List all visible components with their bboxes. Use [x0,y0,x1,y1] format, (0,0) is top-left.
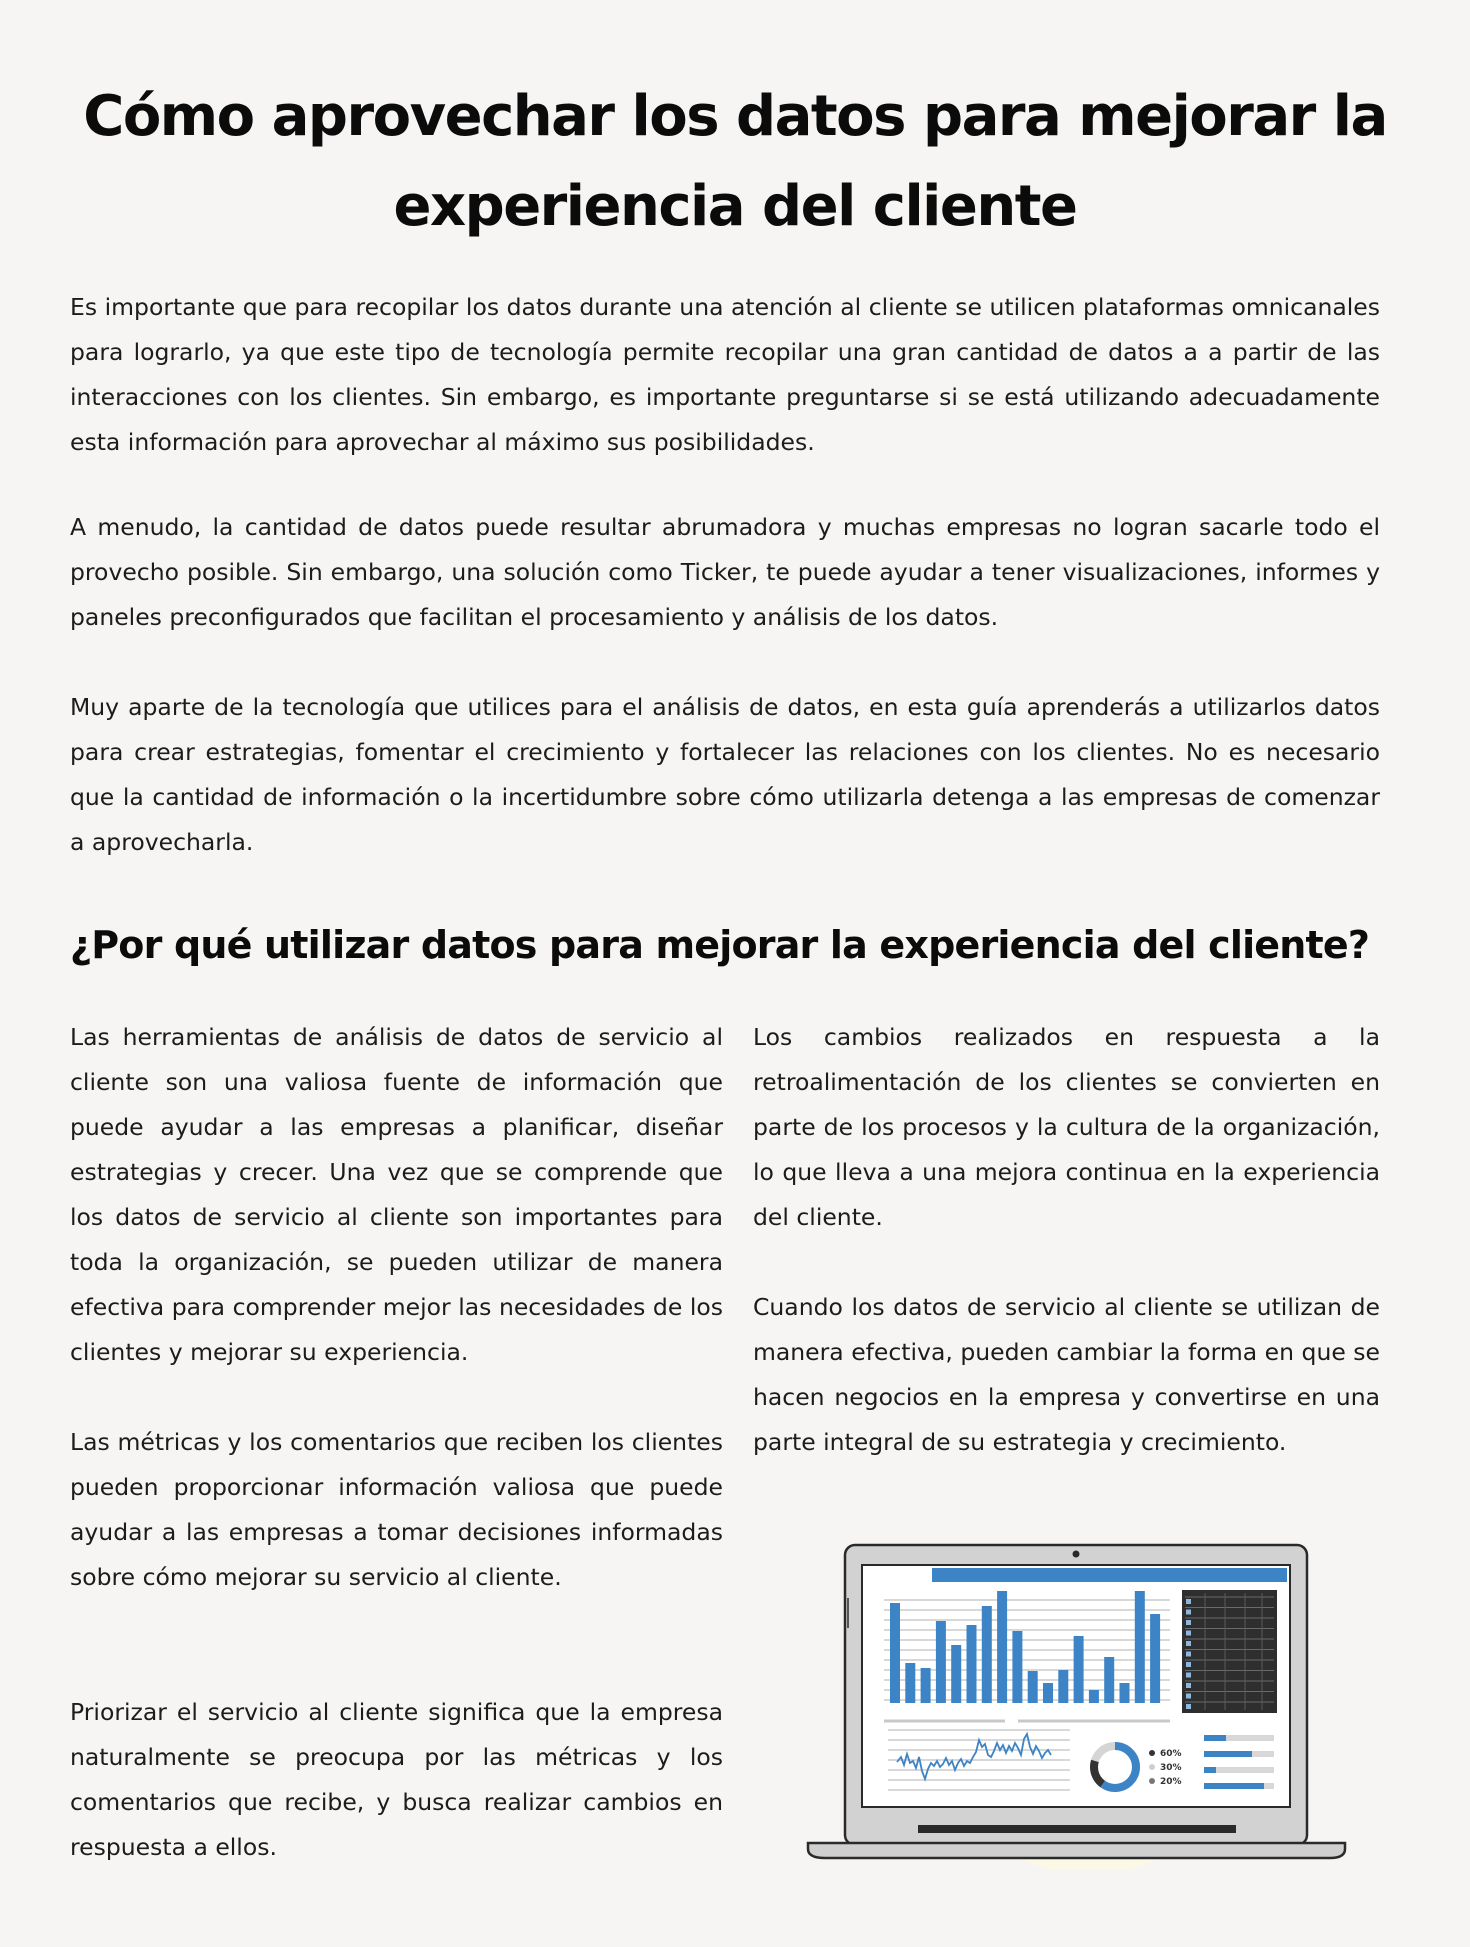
illustration-bar [982,1606,992,1703]
illustration-bar [1043,1683,1053,1703]
illustration-bar [1012,1631,1022,1703]
legend-label: 20% [1160,1777,1182,1787]
left-paragraph-2: Las métricas y los comentarios que reciben los clientes pueden proporcionar información valiosa que puede ayudar a las empresas a tomar decisiones informadas sobre cómo mejorar su servicio al cliente. [70,1428,723,1591]
table-row-marker [1186,1631,1191,1636]
intro-paragraph-2: A menudo, la cantidad de datos puede resultar abrumadora y muchas empresas no logran sacarle todo el provecho posible. Sin embargo, una solución como Ticker, te puede ayudar a tener visualizaciones, informes y paneles preconfigurados que facilitan el procesamiento y análisis de los datos. [70,513,1380,631]
left-paragraph-1: Las herramientas de análisis de datos de servicio al cliente son una valiosa fuente de información que puede ayudar a las empresas a planificar, diseñar estrategias y crecer. Una vez que se comprende que los datos de servicio al cliente son importantes para toda la organización, se pueden utilizar de manera efectiva para comprender mejor las necesidades de los clientes y mejorar su experiencia. [70,1023,723,1366]
right-paragraph-2: Cuando los datos de servicio al cliente se utilizan de manera efectiva, pueden cambiar la forma en que se hacen negocios en la empresa y convertirse en una parte integral de su estrategia y crecimiento. [753,1293,1380,1456]
page-title: Cómo aprovechar los datos para mejorar la experiencia del cliente [83,84,1387,239]
left-paragraph-3: Priorizar el servicio al cliente significa que la empresa naturalmente se preocupa por las métricas y los comentarios que recibe, y busca realizar cambios en respuesta a ellos. [70,1698,723,1861]
table-row-marker [1186,1683,1191,1688]
table-row-marker [1186,1641,1191,1646]
table-row-marker [1186,1620,1191,1625]
laptop-base [808,1843,1345,1858]
illustration-bar [1028,1671,1038,1703]
table-row-marker [1186,1662,1191,1667]
donut-legend [1149,1749,1182,1787]
illustration-bar [936,1621,946,1703]
laptop-hinge [918,1825,1236,1833]
intro-paragraph-3: Muy aparte de la tecnología que utilices para el análisis de datos, en esta guía aprenderás a utilizarlos datos para crear estrategias, fomentar el crecimiento y fortalecer las relaciones con los clientes. No es necesario que la cantidad de información o la incertidumbre sobre cómo utilizarla detenga a las empresas de comenzar a aprovecharla. [70,693,1380,856]
illustration-bar [890,1603,900,1703]
side-bar [847,1598,849,1628]
legend-label: 30% [1160,1763,1182,1773]
illustration-bar [1074,1636,1084,1703]
illustration-bar [1135,1591,1145,1703]
table-row-marker [1186,1610,1191,1615]
screen-header-bar [932,1568,1287,1582]
illustration-bar [1058,1670,1068,1703]
illustration-bar [1104,1657,1114,1703]
right-paragraph-1: Los cambios realizados en respuesta a la retroalimentación de los clientes se convierten en parte de los procesos y la cultura de la organización, lo que lleva a una mejora continua en la experiencia del cliente. [753,1023,1380,1231]
legend-label: 60% [1160,1749,1182,1759]
illustration-bar [997,1591,1007,1703]
webcam-icon [1073,1551,1080,1558]
illustration-bar [1120,1683,1130,1703]
table-row-marker [1186,1694,1191,1699]
table-row-marker [1186,1673,1191,1678]
laptop-dashboard-illustration [800,1525,1360,1870]
illustration-bar [951,1645,961,1703]
illustration-bar [967,1625,977,1703]
illustration-bar [1150,1614,1160,1703]
table-row-marker [1186,1704,1191,1709]
illustration-bar [905,1663,915,1703]
dark-table [1182,1590,1277,1713]
illustration-bar [1089,1690,1099,1703]
table-row-marker [1186,1652,1191,1657]
table-row-marker [1186,1599,1191,1604]
intro-paragraph-1: Es importante que para recopilar los datos durante una atención al cliente se utilicen plataformas omnicanales para lograrlo, ya que este tipo de tecnología permite recopilar una gran cantidad de datos a a partir de las interacciones con los clientes. Sin embargo, es importante preguntarse si se está utilizando adecuadamente esta información para aprovechar al máximo sus posibilidades. [70,293,1380,456]
illustration-bar [921,1668,931,1703]
section-heading: ¿Por qué utilizar datos para mejorar la experiencia del cliente? [70,923,1370,967]
